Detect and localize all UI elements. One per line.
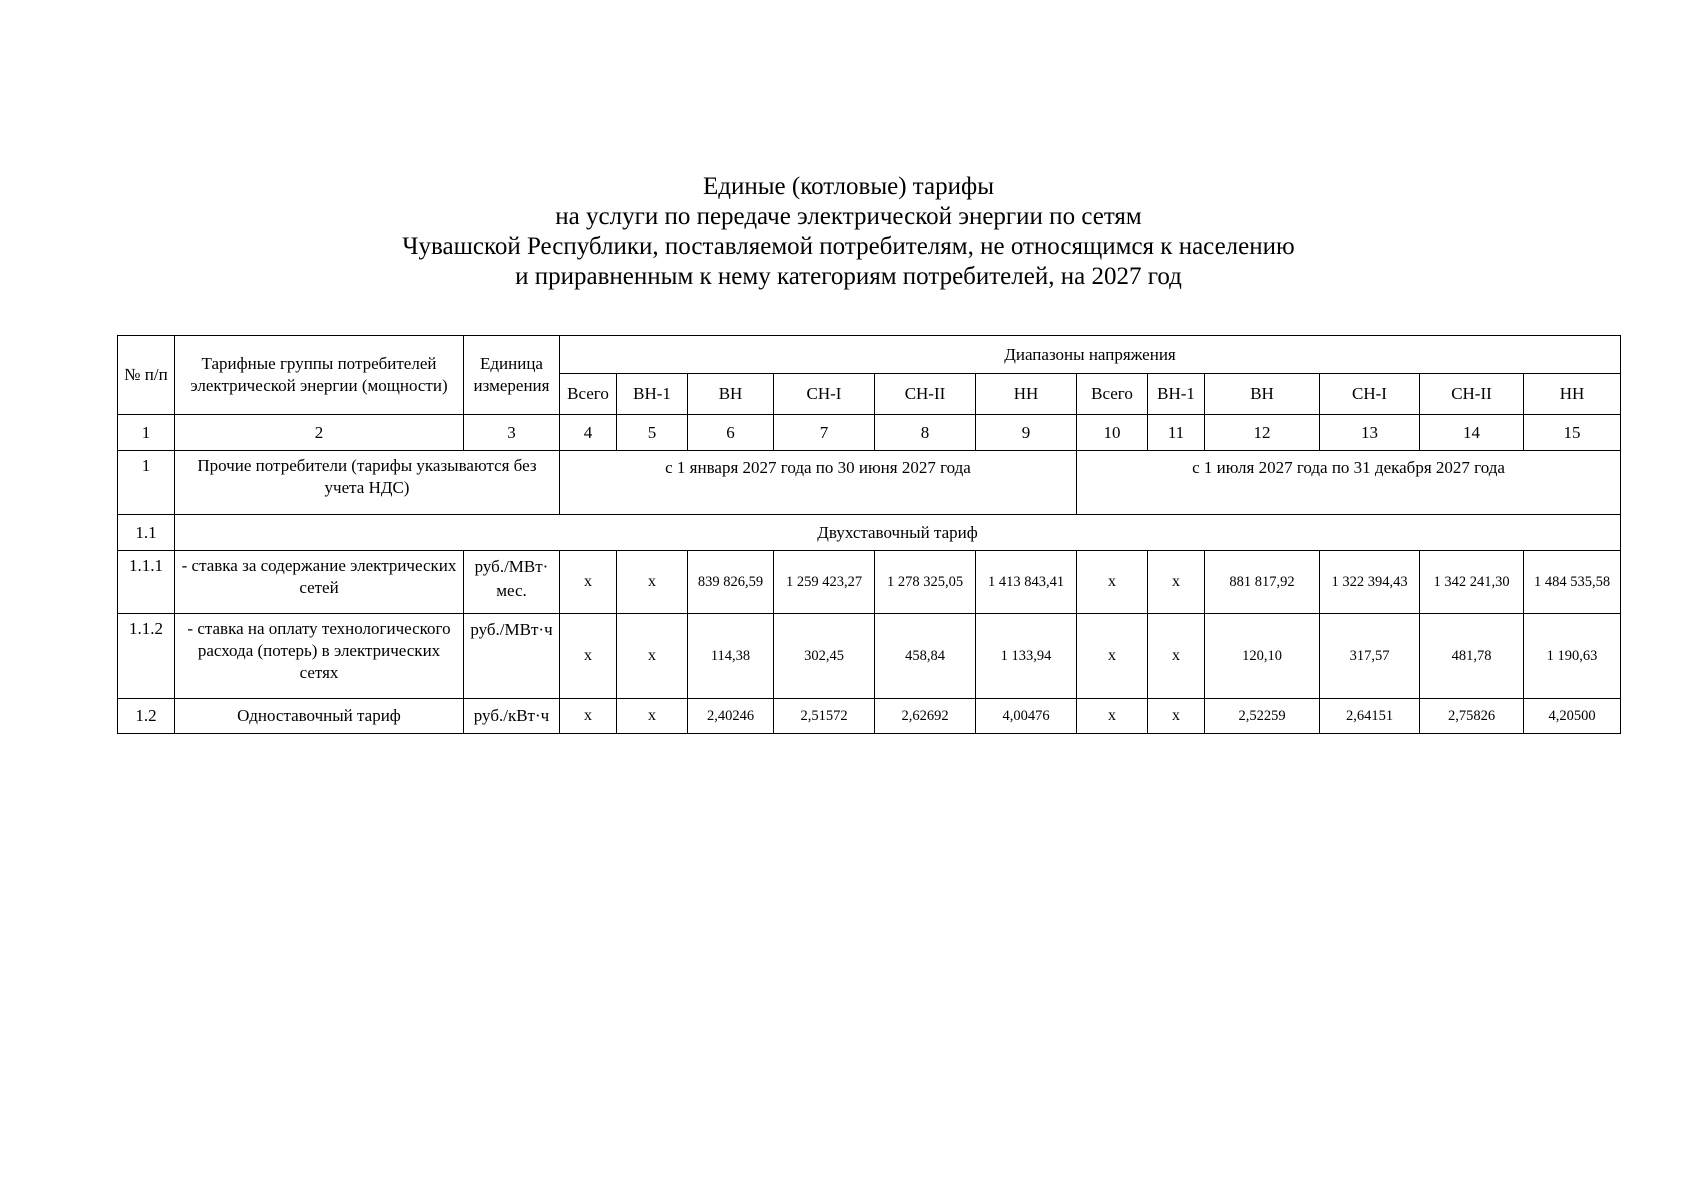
value-cell: х — [1077, 699, 1148, 734]
value-cell: 1 342 241,30 — [1420, 551, 1524, 614]
value-cell: 2,75826 — [1420, 699, 1524, 734]
value-cell: 1 190,63 — [1524, 614, 1621, 699]
row-unit: руб./кВт·ч — [464, 699, 560, 734]
value-cell: 1 278 325,05 — [875, 551, 976, 614]
subheader-cell: НН — [1524, 374, 1621, 415]
column-index-cell: 4 — [560, 415, 617, 451]
period-first-half: с 1 января 2027 года по 30 июня 2027 года — [560, 451, 1077, 515]
table-row — [118, 699, 1621, 734]
value-cell: 114,38 — [688, 614, 774, 699]
value-cell: 2,51572 — [774, 699, 875, 734]
document-title — [0, 172, 1697, 292]
value-cell: 302,45 — [774, 614, 875, 699]
value-cell: 1 413 843,41 — [976, 551, 1077, 614]
table-row — [118, 614, 1621, 699]
row-code: 1.1 — [118, 515, 175, 551]
header-groups: Тарифные группы потребителей электрической энергии (мощности) — [175, 336, 464, 415]
column-index-cell: 2 — [175, 415, 464, 451]
column-index-cell: 6 — [688, 415, 774, 451]
value-cell: х — [1077, 614, 1148, 699]
column-index-cell: 1 — [118, 415, 175, 451]
row-code: 1.1.1 — [118, 551, 175, 614]
row-unit: руб./МВт· мес. — [464, 551, 560, 614]
column-index-cell: 8 — [875, 415, 976, 451]
title-line: Чувашской Республики, поставляемой потребителям, не относящимся к населению — [402, 233, 1295, 260]
subheader-cell: СН-II — [875, 374, 976, 415]
value-cell: 2,62692 — [875, 699, 976, 734]
subheader-cell: ВН-1 — [1148, 374, 1205, 415]
column-index-cell: 3 — [464, 415, 560, 451]
header-row — [118, 336, 1621, 374]
subheader-cell: ВН — [688, 374, 774, 415]
subheader-cell: Всего — [1077, 374, 1148, 415]
value-cell: х — [560, 699, 617, 734]
subheader-cell: Всего — [560, 374, 617, 415]
table-row — [118, 551, 1621, 614]
subheader-cell: НН — [976, 374, 1077, 415]
subheader-cell: СН-I — [774, 374, 875, 415]
header-unit: Единица измерения — [464, 336, 560, 415]
value-cell: 1 133,94 — [976, 614, 1077, 699]
row-code: 1.1.2 — [118, 614, 175, 699]
title-line: Единые (котловые) тарифы — [702, 173, 994, 200]
column-index-cell: 15 — [1524, 415, 1621, 451]
value-cell: 4,20500 — [1524, 699, 1621, 734]
value-cell: 317,57 — [1320, 614, 1420, 699]
subheader-cell: СН-II — [1420, 374, 1524, 415]
value-cell: х — [1148, 614, 1205, 699]
tariff-table — [117, 335, 1621, 734]
row-name: - ставка на оплату технологического расхода (потерь) в электрических сетях — [175, 614, 464, 699]
table-row — [118, 451, 1621, 515]
row-name: Двухставочный тариф — [175, 515, 1621, 551]
value-cell: х — [1148, 551, 1205, 614]
value-cell: 1 259 423,27 — [774, 551, 875, 614]
value-cell: х — [617, 551, 688, 614]
value-cell: х — [1148, 699, 1205, 734]
value-cell: х — [560, 614, 617, 699]
column-index-cell: 14 — [1420, 415, 1524, 451]
column-index-cell: 10 — [1077, 415, 1148, 451]
column-index-cell: 13 — [1320, 415, 1420, 451]
value-cell: 4,00476 — [976, 699, 1077, 734]
column-index-cell: 12 — [1205, 415, 1320, 451]
value-cell: х — [560, 551, 617, 614]
row-code: 1 — [118, 451, 175, 515]
value-cell: 458,84 — [875, 614, 976, 699]
value-cell: 1 484 535,58 — [1524, 551, 1621, 614]
column-index-row — [118, 415, 1621, 451]
value-cell: х — [1077, 551, 1148, 614]
title-line: и приравненным к нему категориям потребителей, на 2027 год — [515, 263, 1182, 290]
column-index-cell: 5 — [617, 415, 688, 451]
value-cell: х — [617, 614, 688, 699]
value-cell: х — [617, 699, 688, 734]
header-voltage-ranges: Диапазоны напряжения — [560, 336, 1621, 374]
value-cell: 2,64151 — [1320, 699, 1420, 734]
row-name: Одноставочный тариф — [175, 699, 464, 734]
subheader-cell: ВН-1 — [617, 374, 688, 415]
column-index-cell: 9 — [976, 415, 1077, 451]
table-row — [118, 515, 1621, 551]
value-cell: 2,52259 — [1205, 699, 1320, 734]
row-name: - ставка за содержание электрических сетей — [175, 551, 464, 614]
value-cell: 481,78 — [1420, 614, 1524, 699]
header-num: № п/п — [118, 336, 175, 415]
subheader-cell: ВН — [1205, 374, 1320, 415]
title-line: на услуги по передаче электрической энергии по сетям — [555, 203, 1142, 230]
value-cell: 881 817,92 — [1205, 551, 1320, 614]
value-cell: 839 826,59 — [688, 551, 774, 614]
column-index-cell: 7 — [774, 415, 875, 451]
value-cell: 120,10 — [1205, 614, 1320, 699]
subheader-cell: СН-I — [1320, 374, 1420, 415]
row-code: 1.2 — [118, 699, 175, 734]
period-second-half: с 1 июля 2027 года по 31 декабря 2027 года — [1077, 451, 1621, 515]
row-unit: руб./МВт·ч — [464, 614, 560, 699]
row-name: Прочие потребители (тарифы указываются без учета НДС) — [175, 451, 560, 515]
column-index-cell: 11 — [1148, 415, 1205, 451]
value-cell: 2,40246 — [688, 699, 774, 734]
value-cell: 1 322 394,43 — [1320, 551, 1420, 614]
